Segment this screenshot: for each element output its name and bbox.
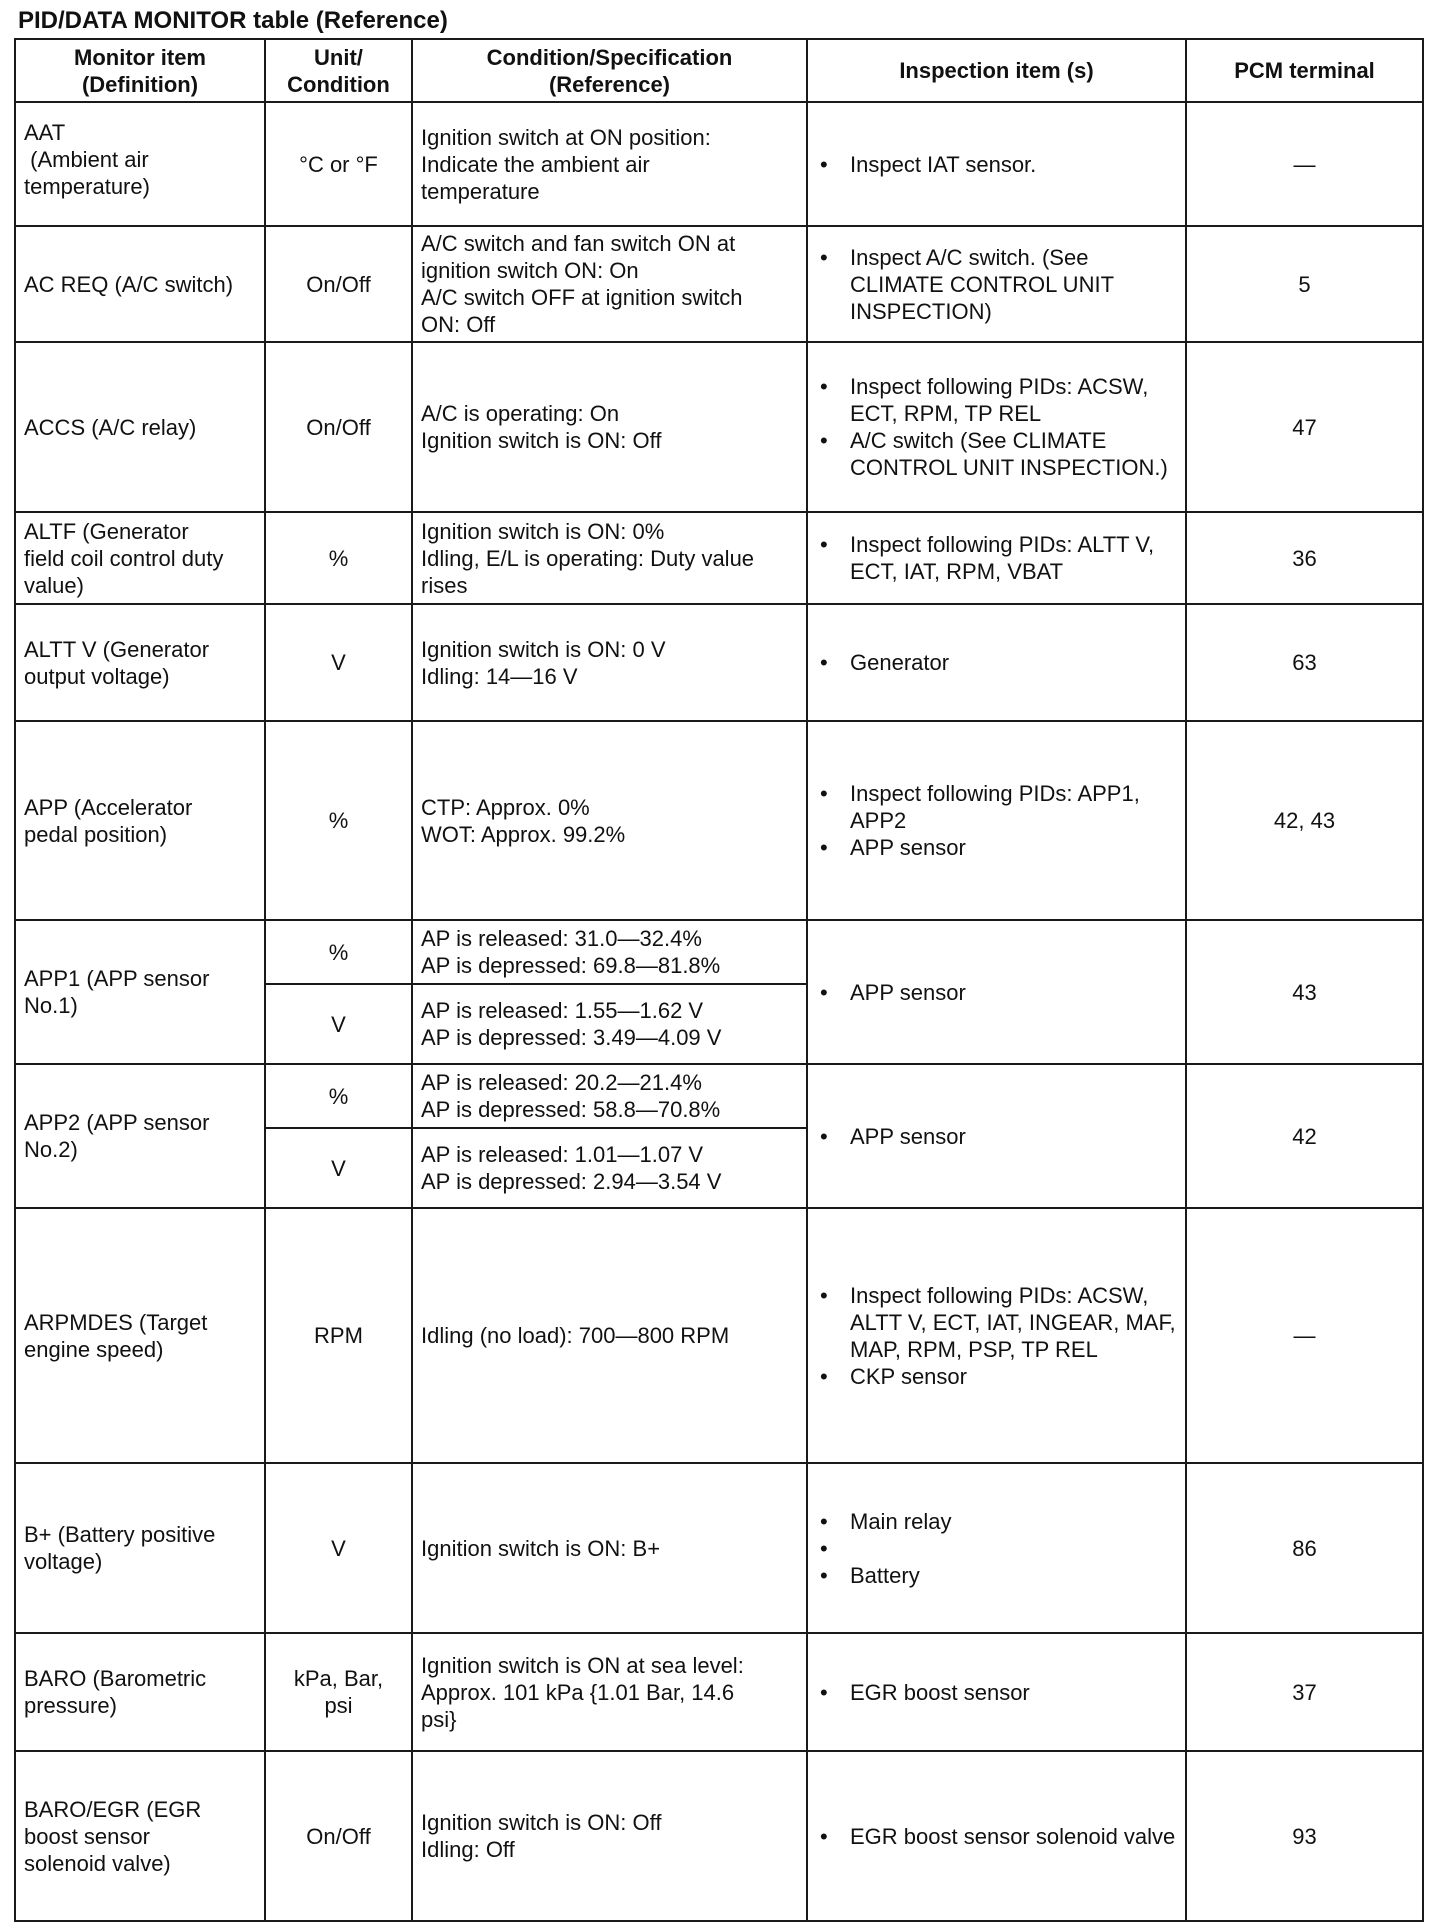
inspection-cell [807,342,1186,512]
inspection-cell [807,226,1186,342]
inspection-item: • Inspect following PIDs: ACSW, ALTT V, ECT, IAT, INGEAR, MAF, MAP, RPM, PSP, TP REL [850,1282,1177,1363]
monitor-item: APP (Accelerator pedal position) [15,721,265,920]
condition-cell: A/C switch and fan switch ON at ignition switch ON: On A/C switch OFF at ignition switch ON: Off [412,226,807,342]
inspection-item: • Generator [850,649,1177,676]
table-row-ac-req [15,226,1423,342]
table-row-battery-positive [15,1463,1423,1633]
unit-cell: On/Off [265,1751,412,1921]
header-pcm-terminal: PCM terminal [1186,39,1423,102]
inspection-cell [807,604,1186,721]
inspection-cell [807,920,1186,1064]
monitor-item: BARO/EGR (EGR boost sensor solenoid valve) [15,1751,265,1921]
inspection-item: • CKP sensor [850,1363,1177,1390]
unit-cell: V [265,984,412,1064]
unit-cell: V [265,1463,412,1633]
inspection-cell [807,1064,1186,1208]
inspection-item: • A/C switch (See CLIMATE CONTROL UNIT INSPECTION.) [850,427,1177,481]
inspection-cell [807,1208,1186,1463]
monitor-item: APP2 (APP sensor No.2) [15,1064,265,1208]
inspection-cell [807,1633,1186,1751]
inspection-item: • Inspect following PIDs: ALTT V, ECT, IAT, RPM, VBAT [850,531,1177,585]
table-row-baro [15,1633,1423,1751]
inspection-cell [807,721,1186,920]
table-row-accs [15,342,1423,512]
monitor-item: BARO (Barometric pressure) [15,1633,265,1751]
condition-cell: Idling (no load): 700—800 RPM [412,1208,807,1463]
monitor-item: ALTF (Generator field coil control duty value) [15,512,265,604]
pcm-terminal-cell: 36 [1186,512,1423,604]
header-condition-specification: Condition/Specification (Reference) [412,39,807,102]
unit-cell: % [265,920,412,984]
monitor-item: AAT (Ambient air temperature) [15,102,265,226]
spacer [850,1535,1177,1562]
table-row-arpmdes [15,1208,1423,1463]
pcm-terminal-cell: 5 [1186,226,1423,342]
monitor-item: B+ (Battery positive voltage) [15,1463,265,1633]
condition-cell: Ignition switch is ON at sea level: Approx. 101 kPa {1.01 Bar, 14.6 psi} [412,1633,807,1751]
condition-cell: AP is released: 1.01—1.07 V AP is depressed: 2.94—3.54 V [412,1128,807,1208]
condition-cell: A/C is operating: On Ignition switch is ON: Off [412,342,807,512]
inspection-item: • Inspect A/C switch. (See CLIMATE CONTROL UNIT INSPECTION) [850,244,1177,325]
inspection-cell [807,1463,1186,1633]
unit-cell: RPM [265,1208,412,1463]
condition-cell: Ignition switch at ON position: Indicate the ambient air temperature [412,102,807,226]
header-inspection-items: Inspection item (s) [807,39,1186,102]
unit-cell: On/Off [265,226,412,342]
table-row-baro-egr [15,1751,1423,1921]
pcm-terminal-cell: 93 [1186,1751,1423,1921]
monitor-item: APP1 (APP sensor No.1) [15,920,265,1064]
pcm-terminal-cell: — [1186,102,1423,226]
inspection-item: • Inspect IAT sensor. [850,151,1177,178]
monitor-item: ACCS (A/C relay) [15,342,265,512]
pcm-terminal-cell: 42 [1186,1064,1423,1208]
table-row-aat [15,102,1423,226]
unit-cell: On/Off [265,342,412,512]
inspection-cell [807,1751,1186,1921]
condition-cell: Ignition switch is ON: 0% Idling, E/L is operating: Duty value rises [412,512,807,604]
page-title: PID/DATA MONITOR table (Reference) [18,7,448,34]
condition-cell: Ignition switch is ON: 0 V Idling: 14—16 V [412,604,807,721]
unit-cell: % [265,721,412,920]
header-row [15,39,1423,102]
header-monitor-item: Monitor item (Definition) [15,39,265,102]
inspection-cell [807,102,1186,226]
condition-cell: AP is released: 31.0—32.4% AP is depressed: 69.8—81.8% [412,920,807,984]
unit-cell: °C or °F [265,102,412,226]
condition-cell: Ignition switch is ON: B+ [412,1463,807,1633]
pcm-terminal-cell: 42, 43 [1186,721,1423,920]
inspection-item: • EGR boost sensor [850,1679,1177,1706]
table-row-app2 [15,1064,1423,1128]
condition-cell: Ignition switch is ON: Off Idling: Off [412,1751,807,1921]
pcm-terminal-cell: 86 [1186,1463,1423,1633]
unit-cell: V [265,604,412,721]
inspection-item: • APP sensor [850,1123,1177,1150]
unit-cell: % [265,1064,412,1128]
inspection-cell [807,512,1186,604]
inspection-item: • EGR boost sensor solenoid valve [850,1823,1177,1850]
condition-cell: AP is released: 20.2—21.4% AP is depressed: 58.8—70.8% [412,1064,807,1128]
pcm-terminal-cell: 37 [1186,1633,1423,1751]
header-unit-condition: Unit/ Condition [265,39,412,102]
inspection-item: • Battery [850,1562,1177,1589]
monitor-item: AC REQ (A/C switch) [15,226,265,342]
monitor-item: ALTT V (Generator output voltage) [15,604,265,721]
table-row-altt-v [15,604,1423,721]
inspection-item: • APP sensor [850,834,1177,861]
unit-cell: % [265,512,412,604]
table-row-app1 [15,920,1423,984]
pcm-terminal-cell: 63 [1186,604,1423,721]
inspection-item: • Inspect following PIDs: ACSW, ECT, RPM, TP REL [850,373,1177,427]
monitor-item: ARPMDES (Target engine speed) [15,1208,265,1463]
table-row-app [15,721,1423,920]
inspection-item: • APP sensor [850,979,1177,1006]
pcm-terminal-cell: 43 [1186,920,1423,1064]
pcm-terminal-cell: 47 [1186,342,1423,512]
inspection-item: • Main relay [850,1508,1177,1535]
unit-cell: kPa, Bar, psi [265,1633,412,1751]
condition-cell: CTP: Approx. 0% WOT: Approx. 99.2% [412,721,807,920]
table-row-altf [15,512,1423,604]
pid-data-monitor-table [14,38,1424,1922]
condition-cell: AP is released: 1.55—1.62 V AP is depressed: 3.49—4.09 V [412,984,807,1064]
pcm-terminal-cell: — [1186,1208,1423,1463]
inspection-item: • Inspect following PIDs: APP1, APP2 [850,780,1177,834]
unit-cell: V [265,1128,412,1208]
